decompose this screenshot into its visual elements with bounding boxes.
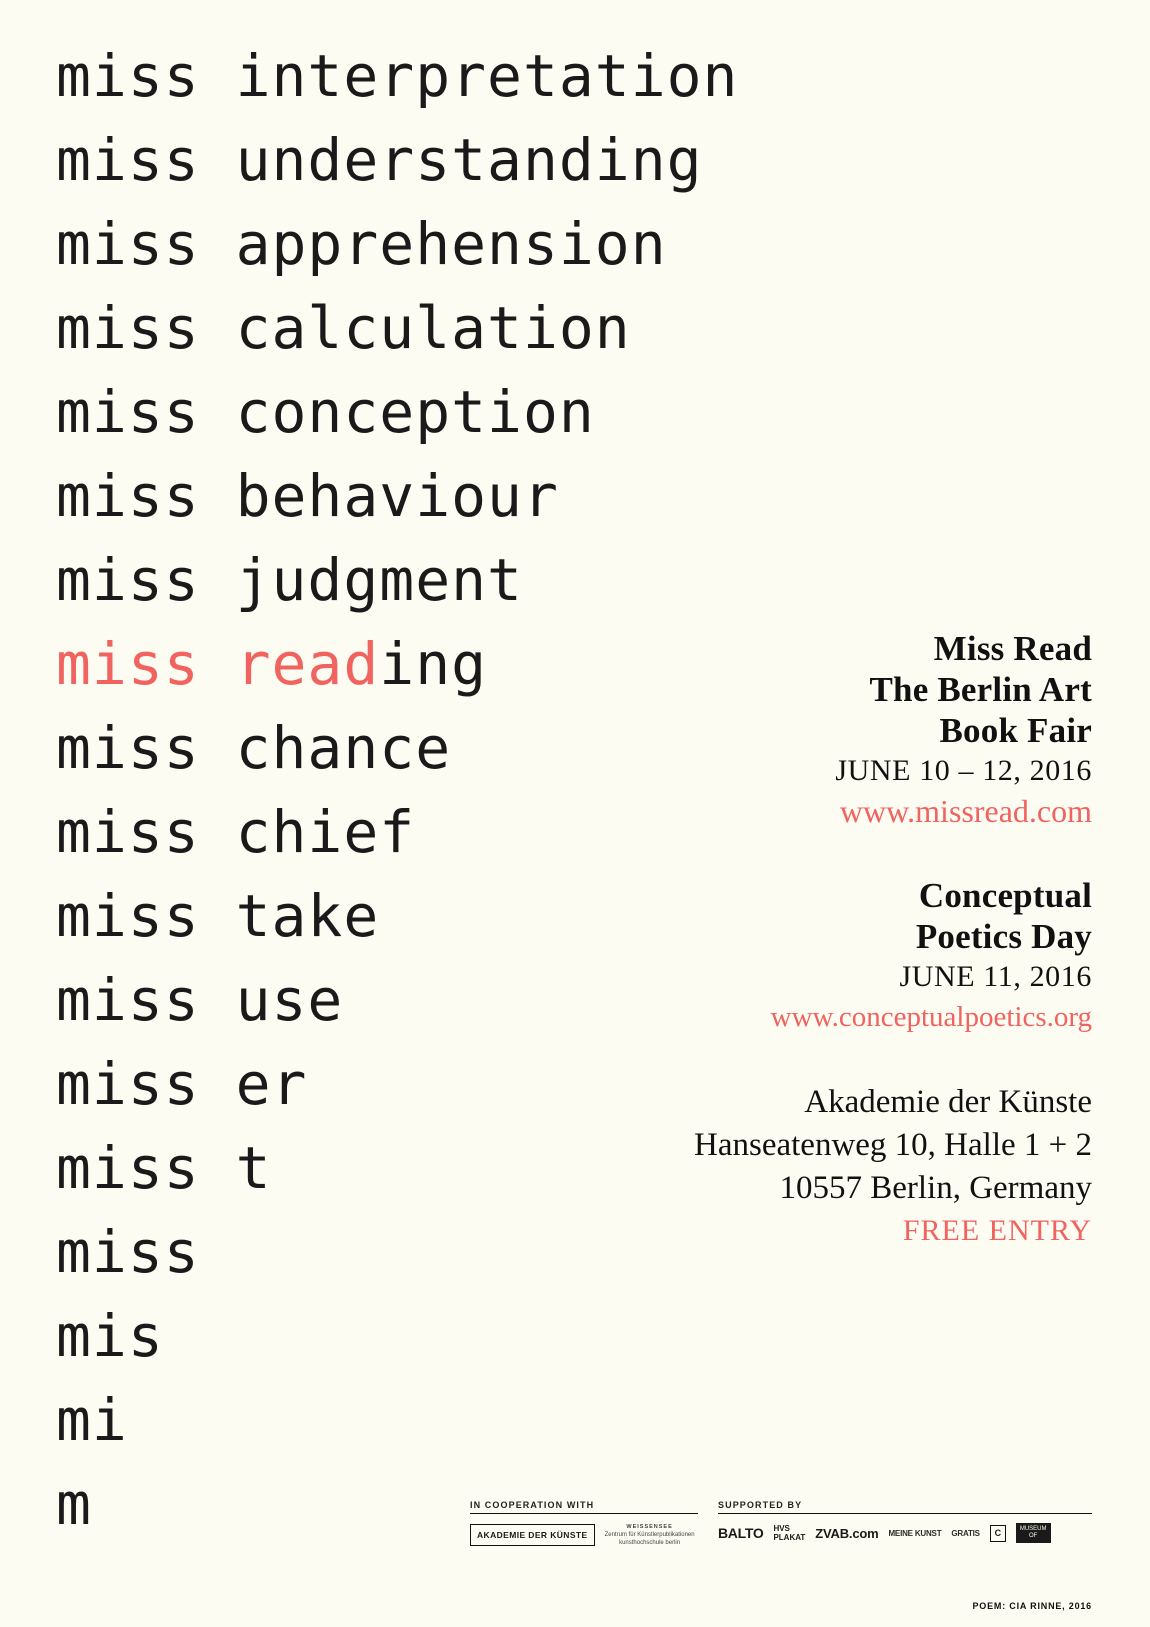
supporters-section — [718, 1495, 1092, 1543]
poetics-dates: JUNE 11, 2016 — [899, 960, 1092, 993]
cooperation-logo-row — [470, 1523, 698, 1547]
hvs-logo-line1: HVS — [773, 1524, 790, 1533]
poem-line: miss t — [56, 1134, 272, 1202]
poem-line: miss interpretation — [56, 42, 739, 110]
poem-line: miss behaviour — [56, 462, 559, 530]
museum-of-logo — [1016, 1523, 1051, 1543]
weissensee-logo-line1: WEISSENSEE — [626, 1524, 673, 1530]
gratis-logo: GRATIS — [951, 1528, 980, 1538]
footer-logos — [470, 1495, 1092, 1611]
venue-street: Hanseatenweg 10, Halle 1 + 2 — [694, 1127, 1092, 1163]
fair-dates: JUNE 10 – 12, 2016 — [835, 754, 1092, 787]
hvs-plakat-logo — [773, 1524, 805, 1542]
supporters-heading: SUPPORTED BY — [718, 1500, 803, 1510]
poetics-title-line1: Conceptual — [918, 876, 1092, 915]
fair-info-block — [622, 628, 1092, 831]
poem-line: miss calculation — [56, 294, 631, 362]
museum-of-logo-line1: MUSEUM — [1019, 1526, 1047, 1532]
cooperation-section — [470, 1495, 698, 1547]
poem-line: miss apprehension — [56, 210, 667, 278]
cooperation-divider — [470, 1513, 698, 1514]
poem-line: miss conception — [56, 378, 595, 446]
zvab-logo: ZVAB.com — [815, 1525, 879, 1541]
hvs-logo-line2: PLAKAT — [773, 1533, 806, 1542]
museum-of-logo-line2: OF — [1028, 1533, 1038, 1539]
poem-line: miss chance — [56, 714, 452, 782]
weissensee-kunsthochschule-logo — [605, 1523, 695, 1547]
poetics-info-block — [622, 875, 1092, 1037]
free-entry-note: FREE ENTRY — [902, 1214, 1092, 1247]
poem-line: miss understanding — [56, 126, 703, 194]
poem-credit: POEM: CIA RINNE, 2016 — [972, 1601, 1092, 1611]
poem-line: miss — [56, 1218, 200, 1286]
poem-line-highlighted: miss reading — [56, 630, 488, 698]
fair-title-line1: Miss Read — [933, 629, 1092, 668]
fair-title-line3: Book Fair — [939, 711, 1092, 750]
poem-line: miss take — [56, 882, 380, 950]
cooperation-heading: IN COOPERATION WITH — [470, 1500, 595, 1510]
fair-website-link[interactable]: www.missread.com — [839, 793, 1092, 829]
venue-name: Akademie der Künste — [804, 1084, 1092, 1120]
poem-line: miss use — [56, 966, 344, 1034]
supporters-divider — [718, 1513, 1092, 1514]
venue-city: 10557 Berlin, Germany — [779, 1170, 1092, 1206]
poem-line: miss chief — [56, 798, 416, 866]
fair-title-line2: The Berlin Art — [869, 670, 1092, 709]
event-info-column — [622, 628, 1092, 1296]
supporters-logo-row — [718, 1523, 1092, 1543]
meine-kunst-logo: MEINE KUNST — [888, 1528, 942, 1538]
poem-line: miss judgment — [56, 546, 523, 614]
poetics-title-line2: Poetics Day — [915, 917, 1092, 956]
poem-line: mi — [56, 1386, 128, 1454]
venue-block — [622, 1081, 1092, 1252]
poem-line: m — [56, 1470, 92, 1538]
weissensee-logo-line2: Zentrum für Künstlerpublikationen — [604, 1532, 695, 1538]
c-box-logo: C — [990, 1525, 1006, 1542]
balto-print-logo: BALTO — [718, 1525, 764, 1541]
poem-line: mis — [56, 1302, 164, 1370]
poem-line: miss er — [56, 1050, 308, 1118]
poetics-website-link[interactable]: www.conceptualpoetics.org — [770, 1001, 1092, 1033]
weissensee-logo-line3: kunsthochschule berlin — [619, 1540, 681, 1546]
akademie-der-kuenste-logo: AKADEMIE DER KÜNSTE — [470, 1524, 595, 1546]
